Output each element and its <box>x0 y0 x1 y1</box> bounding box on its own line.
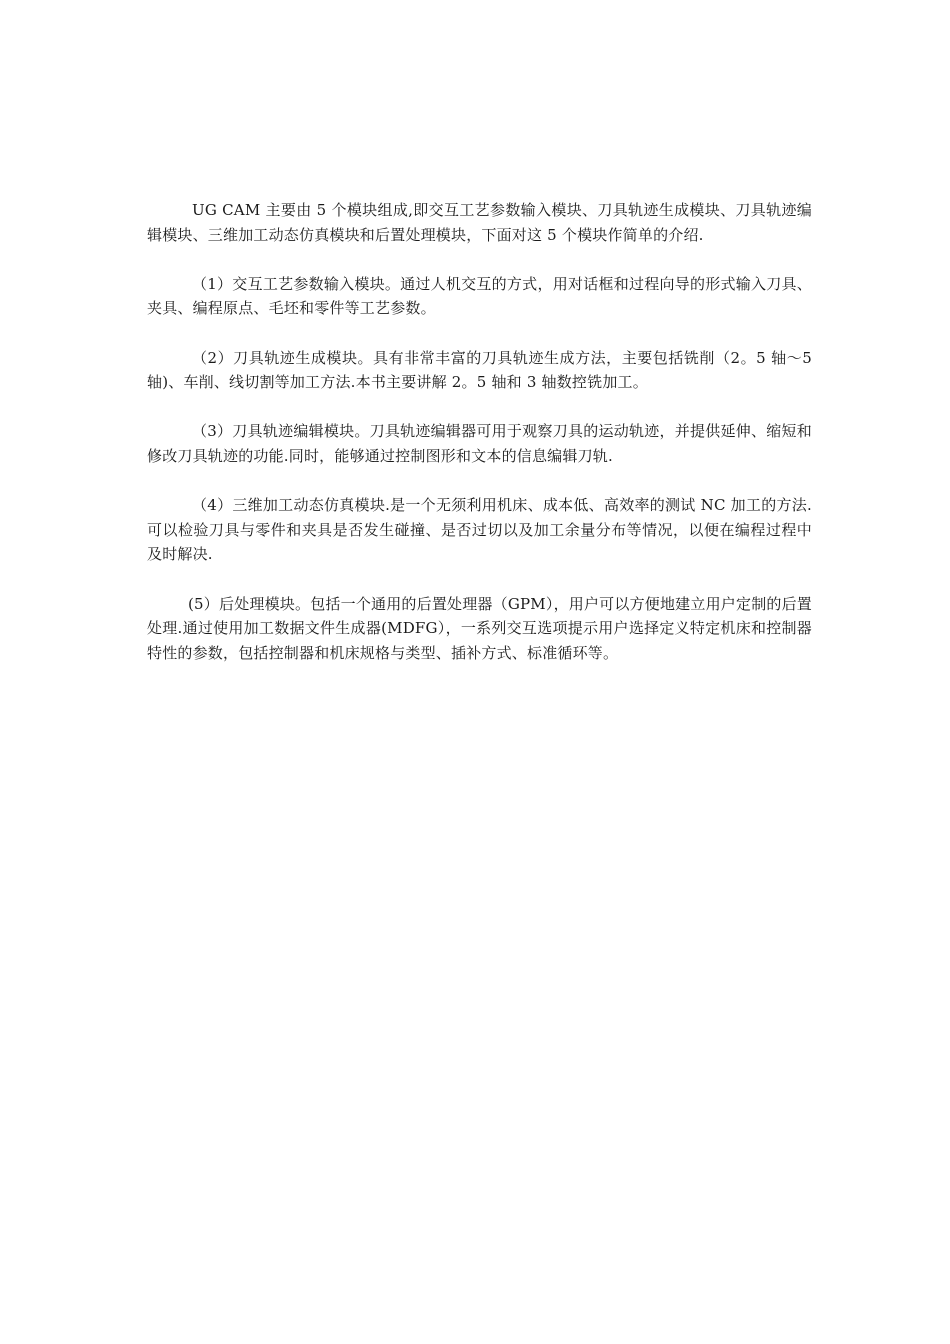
paragraph-module-2: （2）刀具轨迹生成模块。具有非常丰富的刀具轨迹生成方法，主要包括铣削（2。5 轴～5 轴)、车削、线切割等加工方法.本书主要讲解 2。5 轴和 3 轴数控铣加工。 <box>147 348 812 392</box>
paragraph-module-4: （4）三维加工动态仿真模块.是一个无须利用机床、成本低、高效率的测试 NC 加工的方法.可以检验刀具与零件和夹具是否发生碰撞、是否过切以及加工余量分布等情况，以便在编程过程中及时解决. <box>147 496 812 564</box>
paragraph-module-5: (5）后处理模块。包括一个通用的后置处理器（GPM），用户可以方便地建立用户定制的后置处理.通过使用加工数据文件生成器(MDFG），一系列交互选项提示用户选择定义特定机床和控制器特性的参数，包括控制器和机床规格与类型、插补方式、标准循环等。 <box>147 594 812 662</box>
paragraph-module-1: （1）交互工艺参数输入模块。通过人机交互的方式，用对话框和过程向导的形式输入刀具、夹具、编程原点、毛坯和零件等工艺参数。 <box>147 274 812 318</box>
paragraph-module-3: （3）刀具轨迹编辑模块。刀具轨迹编辑器可用于观察刀具的运动轨迹，并提供延伸、缩短和修改刀具轨迹的功能.同时，能够通过控制图形和文本的信息编辑刀轨. <box>147 422 812 465</box>
document-body <box>147 198 812 690</box>
paragraph-intro: UG CAM 主要由 5 个模块组成,即交互工艺参数输入模块、刀具轨迹生成模块、刀具轨迹编辑模块、三维加工动态仿真模块和后置处理模块，下面对这 5 个模块作简单的介绍. <box>147 201 812 244</box>
